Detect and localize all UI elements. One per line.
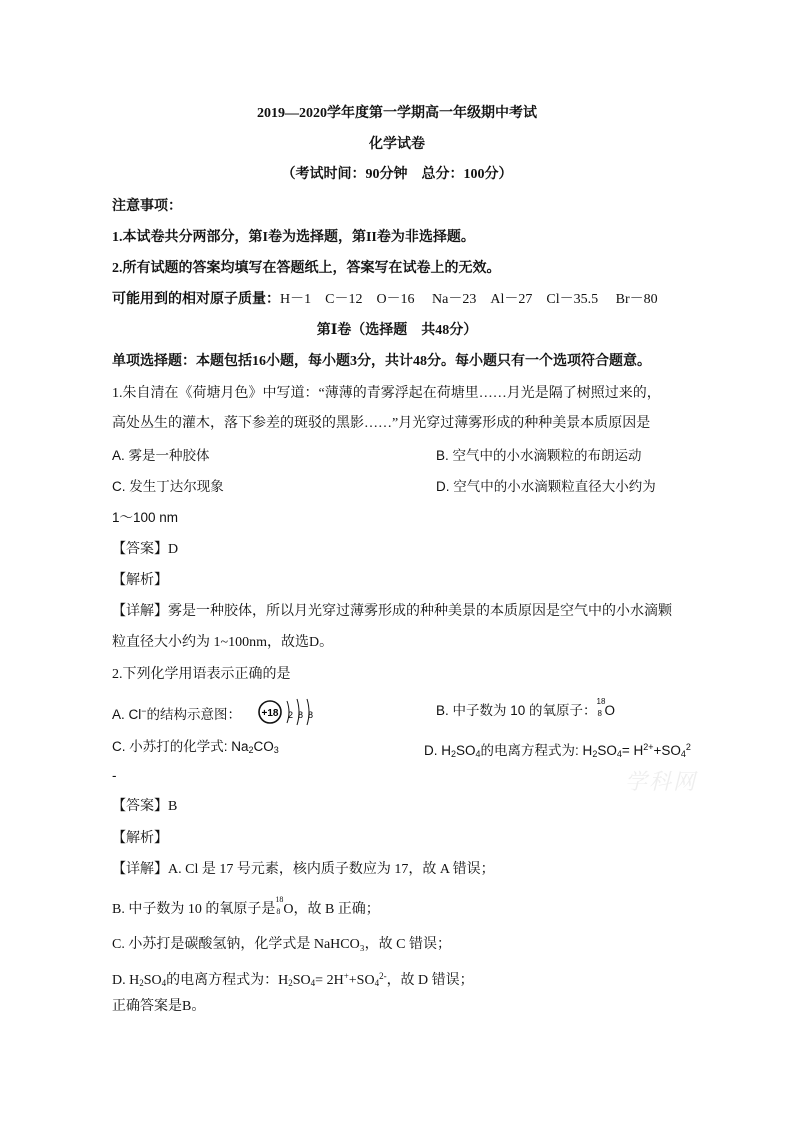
q1-option-b: B. 空气中的小水滴颗粒的布朗运动 xyxy=(436,448,642,463)
q2-option-a-suffix: 的结构示意图： xyxy=(146,707,242,722)
q2-option-d-mid-2: 的电离方程式为: H xyxy=(480,743,593,758)
q2-option-d-mid-3: SO xyxy=(597,743,617,758)
section-1-instructions: 单项选择题：本题包括16小题，每小题3分，共计48分。每小题只有一个选项符合题意。 xyxy=(112,354,651,369)
q2-detail-d-sup-1: + xyxy=(343,971,349,981)
electron-shell-3-count: 8 xyxy=(308,710,314,720)
q2-stem: 2.下列化学用语表示正确的是 xyxy=(112,667,291,682)
notes-item-1: 1.本试卷共分两部分，第I卷为选择题，第II卷为非选择题。 xyxy=(112,230,475,245)
q2-option-d-sup-2: 2 xyxy=(685,742,691,752)
isotope-symbol-detail: O xyxy=(283,902,294,917)
electron-shell-2-count: 8 xyxy=(298,710,304,720)
atomic-masses-label: 可能用到的相对原子质量： xyxy=(112,292,280,307)
q2-option-d-continued: - xyxy=(112,768,117,783)
q2-detail-d-mid-4: = 2H xyxy=(315,973,344,988)
isotope-atomic-number-detail: 8 xyxy=(276,907,281,916)
q2-option-a-prefix: A. Cl xyxy=(112,707,142,722)
watermark-text: 学科网 xyxy=(625,770,698,795)
q2-option-d-sub-1: 2 xyxy=(451,749,457,759)
q1-answer: 【答案】D xyxy=(112,542,179,557)
q2-detail-d-suffix: ，故 D 错误； xyxy=(386,973,474,988)
q2-detail-d xyxy=(112,966,474,993)
q2-option-d-sup-1: 2+ xyxy=(643,742,654,752)
atomic-masses xyxy=(112,290,658,310)
q2-option-a-charge: − xyxy=(141,706,147,716)
exam-subtitle: 化学试卷 xyxy=(369,137,425,152)
q2-detail-d-prefix: D. H xyxy=(112,973,140,988)
section-1-title: 第Ⅰ卷（选择题 共48分） xyxy=(316,323,478,338)
notes-heading: 注意事项： xyxy=(112,199,182,214)
q1-stem-line-2: 高处丛生的灌木，落下参差的斑驳的黑影……”月光穿过薄雾形成的种种美景本质原因是 xyxy=(112,416,651,431)
isotope-atomic-number: 8 xyxy=(597,709,602,718)
oxygen-isotope-notation xyxy=(596,697,606,718)
q2-detail-d-sub-2: 4 xyxy=(161,978,167,988)
q2-detail-d-mid-1: SO xyxy=(143,973,162,988)
q1-stem-line-1: 1.朱自清在《荷塘月色》中写道：“薄薄的青雾浮起在荷塘里……月光是隔了树照过来的， xyxy=(112,386,661,401)
q2-detail-d-sub-3: 2 xyxy=(288,978,293,988)
q2-option-d-mid-1: SO xyxy=(456,743,476,758)
q2-detail-a: 【详解】A. Cl 是 17 号元素，核内质子数应为 17，故 A 错误； xyxy=(112,862,495,877)
q2-detail-d-sub-5: 4 xyxy=(374,978,380,988)
q1-detail-line-1: 【详解】雾是一种胶体，所以月光穿过薄雾形成的种种美景的本质原因是空气中的小水滴颗 xyxy=(112,604,672,619)
electron-shell-1-count: 2 xyxy=(288,710,294,720)
cl-ion-structure-diagram xyxy=(254,696,326,728)
atomic-masses-values: H－1 C－12 O－16 Na－23 Al－27 Cl－35.5 Br－80 xyxy=(280,292,658,307)
isotope-mass-number-detail: 18 xyxy=(275,895,284,904)
q2-option-d-mid-4: = H xyxy=(621,743,644,758)
q1-option-a: A. 雾是一种胶体 xyxy=(112,448,210,463)
q2-option-c-prefix: C. 小苏打的化学式: Na xyxy=(112,739,249,754)
q2-option-c xyxy=(112,737,279,760)
q2-option-d-prefix: D. H xyxy=(424,743,451,758)
q2-option-c-sub-1: 2 xyxy=(248,745,254,755)
q2-detail-c: C. 小苏打是碳酸氢钠，化学式是 NaHCO₃，故 C 错误； xyxy=(112,937,451,952)
oxygen-isotope-notation-detail xyxy=(275,895,284,916)
exam-info: （考试时间：90分钟 总分：100分） xyxy=(281,167,513,182)
q1-detail-line-2: 粒直径大小约为 1~100nm，故选D。 xyxy=(112,635,334,650)
q2-analysis-label: 【解析】 xyxy=(112,831,168,846)
q2-detail-d-sub-4: 4 xyxy=(310,978,316,988)
q2-option-d xyxy=(424,737,691,764)
q2-option-a xyxy=(112,701,241,725)
q1-option-d-continued: 1～100 nm xyxy=(112,510,179,525)
q1-analysis-label: 【解析】 xyxy=(112,573,168,588)
q2-detail-d-mid-2: 的电离方程式为：H xyxy=(166,973,289,988)
q2-option-b xyxy=(436,697,616,721)
q2-detail-d-sup-2: 2- xyxy=(379,971,387,981)
q2-option-c-sub-2: 3 xyxy=(273,745,279,755)
q2-option-d-sub-4: 4 xyxy=(616,749,622,759)
q2-detail-d-sub-1: 2 xyxy=(139,978,144,988)
q2-detail-b-prefix: B. 中子数为 10 的氧原子是 xyxy=(112,902,276,917)
q2-option-d-sub-2: 4 xyxy=(475,749,481,759)
q2-option-d-mid-5: +SO xyxy=(653,743,681,758)
q2-detail-d-mid-5: +SO xyxy=(348,973,375,988)
q2-answer: 【答案】B xyxy=(112,799,178,814)
q2-option-d-sub-3: 2 xyxy=(592,749,598,759)
isotope-symbol: O xyxy=(604,703,616,718)
q2-option-c-mid: CO xyxy=(253,739,274,754)
q1-option-d: D. 空气中的小水滴颗粒直径大小约为 xyxy=(436,479,656,494)
q1-option-c: C. 发生丁达尔现象 xyxy=(112,479,224,494)
q2-conclusion: 正确答案是B。 xyxy=(112,999,206,1014)
exam-title: 2019—2020学年度第一学期高一年级期中考试 xyxy=(257,106,537,121)
notes-item-2: 2.所有试题的答案均填写在答题纸上，答案写在试卷上的无效。 xyxy=(112,261,501,276)
q2-detail-b-suffix: ，故 B 正确； xyxy=(293,902,380,917)
q2-detail-d-mid-3: SO xyxy=(292,973,311,988)
q2-option-b-prefix: B. 中子数为 10 的氧原子： xyxy=(436,703,597,718)
q2-option-d-sub-5: 4 xyxy=(680,749,686,759)
nucleus-charge: +18 xyxy=(261,708,279,719)
q2-detail-b xyxy=(112,895,380,920)
isotope-mass-number: 18 xyxy=(596,697,606,706)
